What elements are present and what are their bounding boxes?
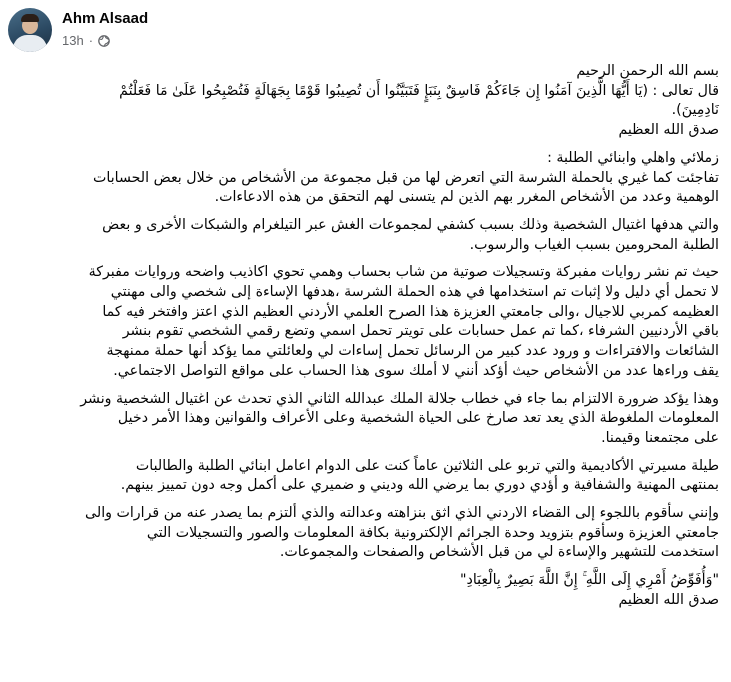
post-line: صدق الله العظيم (618, 591, 719, 608)
post-line: بسم الله الرحمن الرحيم (576, 63, 719, 79)
post-line: وهذا يؤكد ضرورة الالتزام بما جاء في خطاب جلالة الملك عبدالله الثاني الذي تحدث عن اغتيال الشخصية ونشر (80, 390, 719, 407)
post-line: صدق الله العظيم (618, 122, 719, 139)
post-line: حيث تم نشر روايات مفبركة وتسجيلات صوتية من شاب بحساب وهمي تحوي اكاذيب واضحه وروايات مفبركة (88, 264, 719, 281)
post-line: على مجتمعنا وقيمنا. (601, 429, 719, 446)
post-line: المعلومات الملغوطة الذي يعد تعد صارخ على الحياة الشخصية وعلى الأعراف والقوانين وهذا الأمر دخيل (117, 410, 719, 427)
post-line: الطلبة المحرومين بسبب الغياب والرسوب. (469, 236, 719, 253)
post-text (14, 62, 719, 619)
post-line: وإنني سأقوم باللجوء إلى القضاء الاردني الذي اثق بنزاهته وعدالته والذي ألتزم بما يصدر عنه من قرارات والى (85, 505, 719, 522)
globe-icon[interactable] (98, 35, 110, 47)
post-paragraph (14, 263, 719, 381)
post-paragraph (14, 216, 719, 255)
separator-dot: · (88, 33, 94, 48)
post-line: تفاجئت كما غيري بالحملة الشرسة التي اتعرض لها من قبل مجموعة من الأشخاص من خلال بعض الحسابات (93, 169, 719, 186)
post-paragraph (14, 62, 719, 141)
avatar-hair (21, 14, 39, 22)
post-line: العظيمه كمربي للاجيال ،والى جامعتي العزيزة هذا الصرح العلمي الأردني العظيم الذي اعتز وافتخر فيه كما (102, 303, 719, 320)
avatar-shirt (13, 35, 47, 52)
post-line: يقف وراءها عدد من الأشخاص حيث أؤكد أنني لا أملك سوى هذا الحساب على مواقع التواصل الاجتماعي. (113, 362, 719, 379)
post-line: باقي الأردنيين الشرفاء ،كما تم عمل حسابات على تويتر تحمل اسمي وتضع رقمي الشخصي تقوم بنشر (122, 323, 719, 340)
post-paragraph (14, 149, 719, 208)
post-timestamp[interactable]: 13h (62, 33, 84, 48)
post-meta (62, 8, 148, 49)
post-line: الشائعات والافتراءات و ورود عدد كبير من الرسائل تحمل إساءات لي ولعائلتي مما يؤكد أنها حملة ممنهجة (106, 343, 719, 360)
post-paragraph (14, 571, 719, 610)
post-line: قال تعالى : (يَا أَيُّهَا الَّذِينَ آمَنُوا إِن جَاءَكُمْ فَاسِقٌ بِنَبَإٍ فَتَبَيَّنُوا أَن تُصِيبُوا قَوْمًا بِجَهَالَةٍ فَتُصْبِحُوا عَلَىٰ مَا فَعَلْتُمْ (119, 82, 719, 99)
post-line: زملائي واهلي وابنائي الطلبة : (547, 149, 719, 166)
post-line: لا تحمل أي دليل ولا إثبات تم استخدامها في هذه الحملة الشرسة ،هدفها الإساءة إلى شخصي والى مهنتي (110, 284, 719, 301)
post-line: استخدمت للتشهير والإساءة لي من قبل الأشخاص والصفحات والمجموعات. (279, 544, 719, 561)
post-paragraph (14, 504, 719, 563)
post-line: بمنتهى المهنية والشفافية و أؤدي دوري بما يرضي الله وديني و ضميري على أكمل وجه دون تمييز بينهم. (120, 477, 719, 494)
post-subline (62, 33, 148, 49)
post-line: طيلة مسيرتي الأكاديمية والتي تربو على الثلاثين عاماً كنت على الدوام اعامل ابنائي الطلبة والطالبات (135, 457, 719, 474)
post-line: "وَأُفَوِّضُ أَمْرِي إِلَى اللَّهِ ۚ إِنَّ اللَّهَ بَصِيرٌ بِالْعِبَادِ" (459, 572, 719, 589)
post-line: جامعتي العزيزة وسأقوم بتزويد وحدة الجرائم الإلكترونية بكافة المعلومات والصور والتسجيلات التي (146, 524, 719, 541)
post-line: نَادِمِينَ). (671, 102, 719, 119)
post-paragraph (14, 390, 719, 449)
post-line: الوهمية وعدد من الأشخاص المغرر بهم الذين لم يتسنى لهم التحقق من هذه الادعاءات. (214, 189, 719, 206)
author-avatar[interactable] (8, 8, 52, 52)
author-name[interactable]: Ahm Alsaad (62, 10, 149, 27)
post-paragraph (14, 457, 719, 496)
post-header (8, 8, 148, 52)
post-line: والتي هدفها اغتيال الشخصية وذلك بسبب كشفي لمجموعات الغش عبر التيلغرام والشبكات الأخرى و بعض (102, 216, 719, 233)
